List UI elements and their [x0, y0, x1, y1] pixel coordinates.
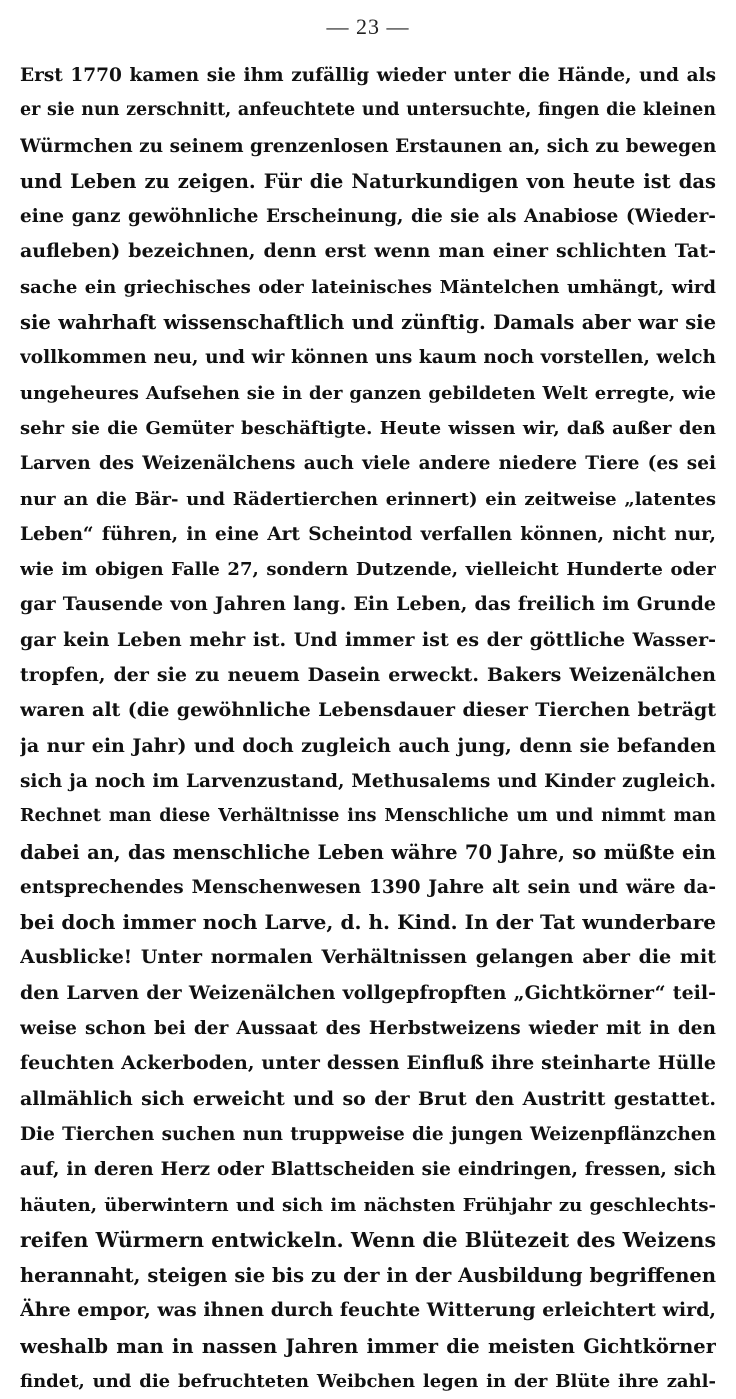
- text-line: und Leben zu zeigen. Für die Naturkundigen von heute ist das: [20, 169, 716, 193]
- text-line: sich ja noch im Larvenzustand, Methusalems und Kinder zugleich.: [20, 770, 716, 792]
- text-line: Leben“ führen, in eine Art Scheintod verfallen können, nicht nur,: [20, 523, 716, 545]
- text-line: wie im obigen Falle 27, sondern Dutzende, vielleicht Hunderte oder: [20, 559, 716, 581]
- text-line: den Larven der Weizenälchen vollgepfropften „Gichtkörner“ teil-: [20, 981, 716, 1004]
- text-line: feuchten Ackerboden, unter dessen Einfluß ihre steinharte Hülle: [20, 1052, 716, 1075]
- text-line: sie wahrhaft wissenschaftlich und zünftig. Damals aber war sie: [20, 311, 716, 335]
- text-line: ungeheures Aufsehen sie in der ganzen gebildeten Welt erregte, wie: [20, 382, 716, 404]
- text-line: Die Tierchen suchen nun truppweise die jungen Weizenpflänzchen: [20, 1123, 716, 1145]
- text-line: Würmchen zu seinem grenzenlosen Erstaunen an, sich zu bewegen: [20, 135, 716, 157]
- text-line: Rechnet man diese Verhältnisse ins Menschliche um und nimmt man: [20, 806, 716, 827]
- body-text: [20, 58, 716, 1399]
- text-line: entsprechendes Menschenwesen 1390 Jahre alt sein und wäre da-: [20, 876, 716, 898]
- text-line: Larven des Weizenälchens auch viele andere niedere Tiere (es sei: [20, 453, 716, 475]
- text-line: bei doch immer noch Larve, d. h. Kind. In der Tat wunderbare: [20, 910, 716, 935]
- text-line: weise schon bei der Aussaat des Herbstweizens wieder mit in den: [20, 1018, 716, 1040]
- text-line: reifen Würmern entwickeln. Wenn die Blütezeit des Weizens: [20, 1227, 716, 1252]
- text-line: auf, in deren Herz oder Blattscheiden sie eindringen, fressen, sich: [20, 1159, 716, 1181]
- text-line: sehr sie die Gemüter beschäftigte. Heute wissen wir, daß außer den: [20, 417, 716, 439]
- text-line: tropfen, der sie zu neuem Dasein erweckt. Bakers Weizenälchen: [20, 664, 716, 687]
- text-line: waren alt (die gewöhnliche Lebensdauer dieser Tierchen beträgt: [20, 699, 716, 722]
- text-line: sache ein griechisches oder lateinisches Mäntelchen umhängt, wird: [20, 276, 716, 298]
- text-line: gar Tausende von Jahren lang. Ein Leben, das freilich im Grunde: [20, 593, 716, 616]
- text-line: Erst 1770 kamen sie ihm zufällig wieder unter die Hände, und als: [20, 65, 716, 86]
- text-line: dabei an, das menschliche Leben währe 70 Jahre, so müßte ein: [20, 840, 716, 864]
- text-line: gar kein Leben mehr ist. Und immer ist es der göttliche Wasser-: [20, 628, 716, 651]
- text-line: ja nur ein Jahr) und doch zugleich auch jung, denn sie befanden: [20, 734, 716, 757]
- text-line: weshalb man in nassen Jahren immer die meisten Gichtkörner: [20, 1334, 716, 1358]
- page-number: — 23 —: [326, 14, 410, 39]
- text-line: nur an die Bär- und Rädertierchen erinnert) ein zeitweise „latentes: [20, 488, 716, 510]
- text-line: eine ganz gewöhnliche Erscheinung, die sie als Anabiose (Wieder-: [20, 206, 716, 228]
- text-line: herannaht, steigen sie bis zu der in der Ausbildung begriffenen: [20, 1264, 716, 1288]
- text-line: er sie nun zerschnitt, anfeuchtete und untersuchte, fingen die kleinen: [20, 100, 716, 121]
- text-line: allmählich sich erweicht und so der Brut den Austritt gestattet.: [20, 1087, 716, 1110]
- text-line: findet, und die befruchteten Weibchen legen in der Blüte ihre zahl-: [20, 1370, 716, 1392]
- text-line: aufleben) bezeichnen, denn erst wenn man einer schlichten Tat-: [20, 240, 716, 263]
- text-line: Ausblicke! Unter normalen Verhältnissen gelangen aber die mit: [20, 946, 716, 969]
- text-line: vollkommen neu, und wir können uns kaum noch vorstellen, welch: [20, 347, 716, 369]
- text-line: Ähre empor, was ihnen durch feuchte Witterung erleichtert wird,: [20, 1299, 716, 1322]
- text-line: häuten, überwintern und sich im nächsten Frühjahr zu geschlechts-: [20, 1194, 716, 1216]
